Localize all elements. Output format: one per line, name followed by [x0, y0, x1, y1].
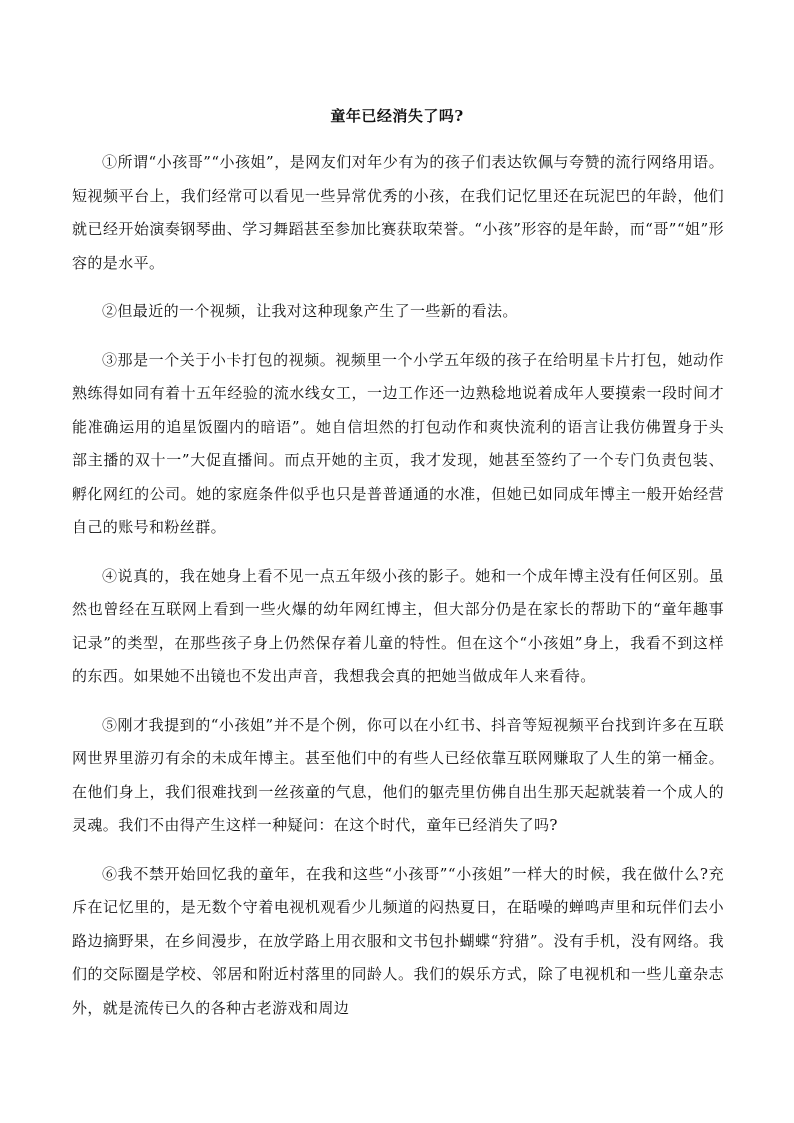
document-body: [72, 146, 724, 1040]
paragraph-5: ⑤刚才我提到的“小孩姐”并不是个例，你可以在小红书、抖音等短视频平台找到许多在互联网世界里游刃有余的未成年博主。甚至他们中的有些人已经依靠互联网赚取了人生的第一桶金。在他们身上，我们很难找到一丝孩童的气息，他们的躯壳里仿佛自出生那天起就装着一个成人的灵魂。我们不由得产生这样一种疑问：在这个时代，童年已经消失了吗?: [72, 715, 724, 834]
paragraph-1: ①所谓“小孩哥”“小孩姐”，是网友们对年少有为的孩子们表达钦佩与夸赞的流行网络用语。短视频平台上，我们经常可以看见一些异常优秀的小孩，在我们记忆里还在玩泥巴的年龄，他们就已经开始演奏钢琴曲、学习舞蹈甚至参加比赛获取荣誉。“小孩”形容的是年龄，而“哥”“姐”形容的是水平。: [72, 153, 724, 272]
document-title: 童年已经消失了吗?: [330, 107, 464, 125]
paragraph-4: ④说真的，我在她身上看不见一点五年级小孩的影子。她和一个成年博主没有任何区别。虽然也曾经在互联网上看到一些火爆的幼年网红博主，但大部分仍是在家长的帮助下的“童年趣事记录”的类型，在那些孩子身上仍然保存着儿童的特性。但在这个“小孩姐”身上，我看不到这样的东西。如果她不出镜也不发出声音，我想我会真的把她当做成年人来看待。: [72, 566, 724, 685]
paragraph-3: ③那是一个关于小卡打包的视频。视频里一个小学五年级的孩子在给明星卡片打包，她动作熟练得如同有着十五年经验的流水线女工，一边工作还一边熟稔地说着成年人要摸索一段时间才能准确运用的追星饭圈内的暗语”。她自信坦然的打包动作和爽快流利的语言让我仿佛置身于头部主播的双十一”大促直播间。而点开她的主页，我才发现，她甚至签约了一个专门负责包装、孵化网红的公司。她的家庭条件似乎也只是普普通通的水准，但她已如同成年博主一般开始经营自己的账号和粉丝群。: [72, 350, 724, 536]
paragraph-2: ②但最近的一个视频，让我对这种现象产生了一些新的看法。: [102, 302, 518, 320]
paragraph-6: ⑥我不禁开始回忆我的童年，在我和这些“小孩哥”“小孩姐”一样大的时候，我在做什么?充斥在记忆里的，是无数个守着电视机观看少儿频道的闷热夏日，在聒噪的蝉鸣声里和玩伴们去小路边摘野果，在乡间漫步，在放学路上用衣服和文书包扑蝴蝶“狩猎”。没有手机，没有网络。我们的交际圈是学校、邻居和附近村落里的同龄人。我们的娱乐方式，除了电视机和一些儿童杂志外，就是流传已久的各种古老游戏和周边: [72, 864, 724, 1017]
